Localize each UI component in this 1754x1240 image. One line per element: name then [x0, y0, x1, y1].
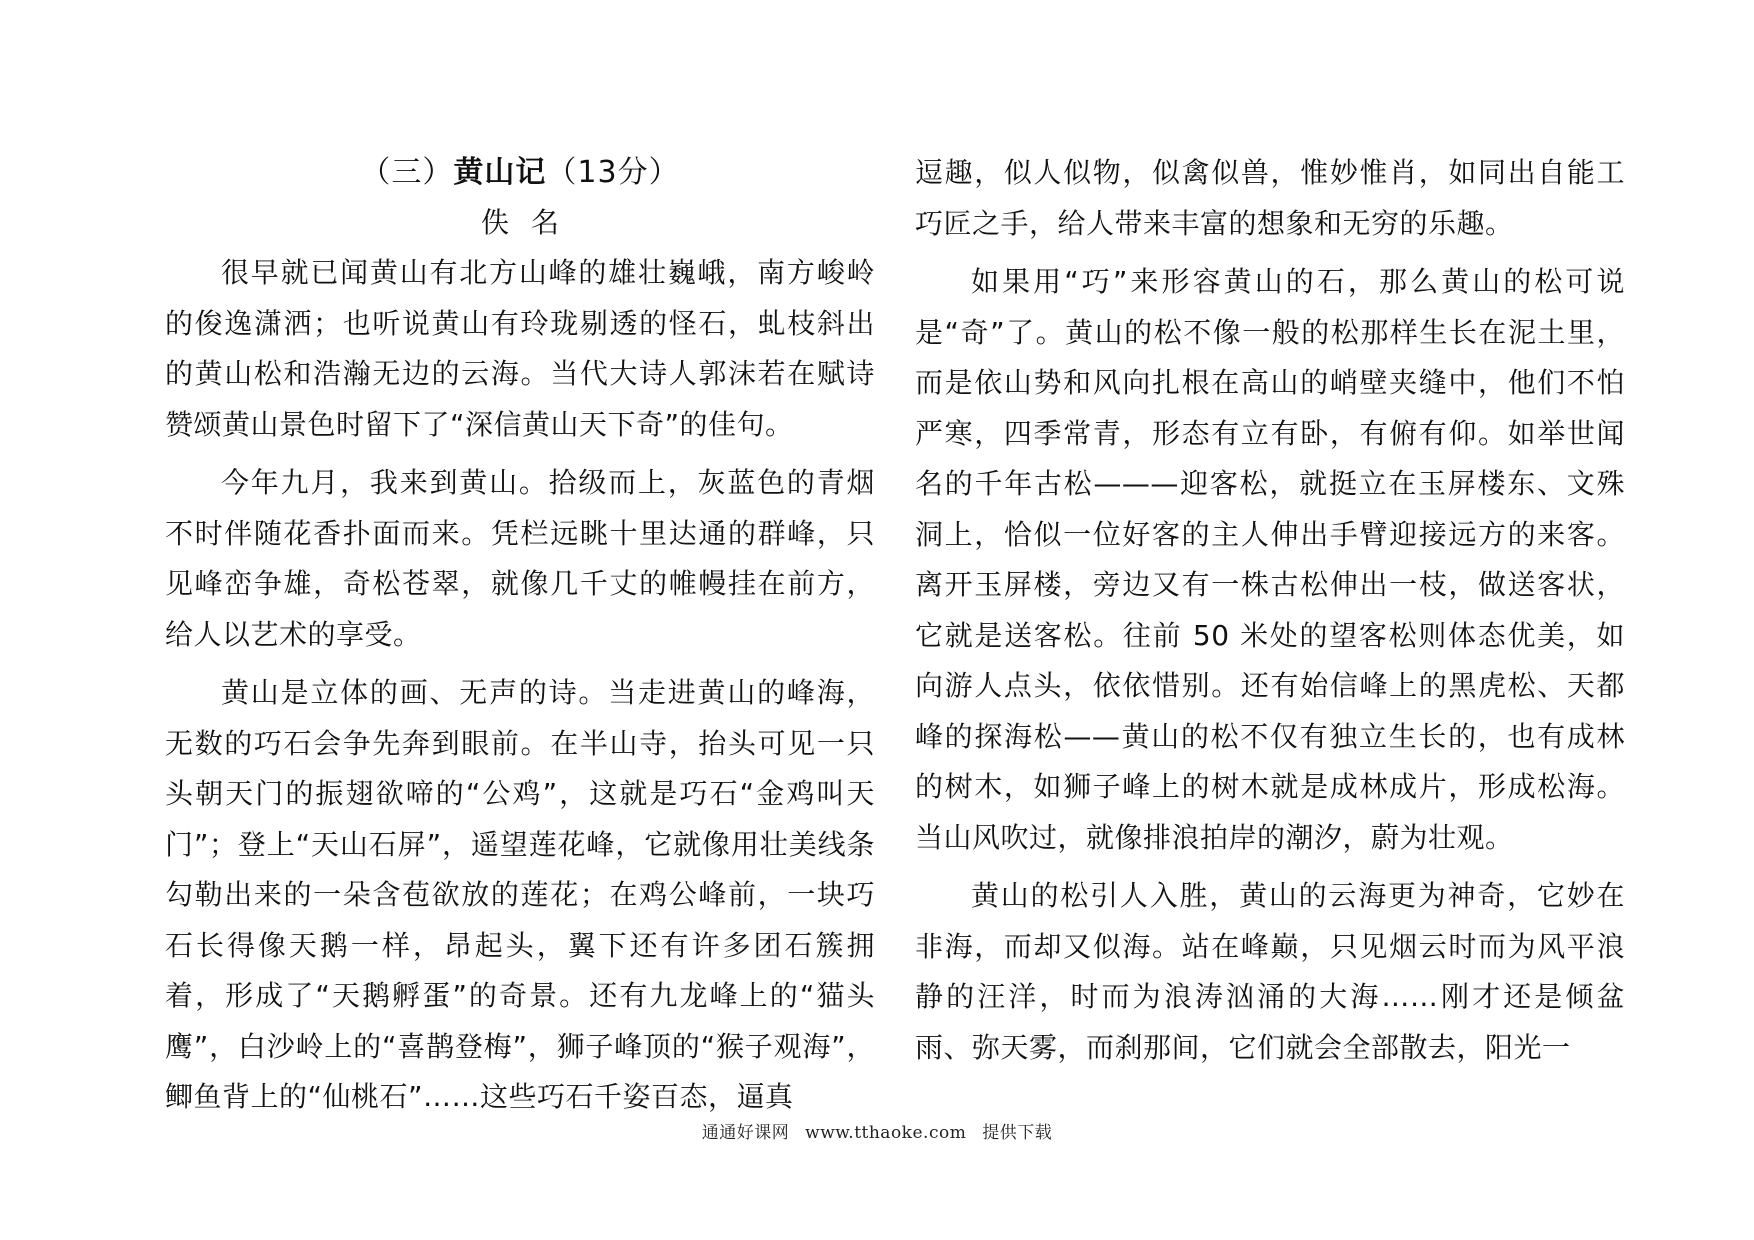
- right-column: [915, 148, 1625, 1073]
- paragraph: 今年九月，我来到黄山。拾级而上，灰蓝色的青烟不时伴随花香扑面而来。凭栏远眺十里达通的群峰，只见峰峦争雄，奇松苍翠，就像几千丈的帷幔挂在前方，给人以艺术的享受。: [165, 466, 875, 651]
- left-column: [165, 148, 875, 1123]
- title-main: 黄山记: [453, 155, 547, 190]
- paragraph: 很早就已闻黄山有北方山峰的雄壮巍峨，南方峻岭的俊逸潇洒；也听说黄山有玲珑剔透的怪石，虬枝斜出的黄山松和浩瀚无边的云海。当代大诗人郭沫若在赋诗赞颂黄山景色时留下了“深信黄山天下奇”的佳句。: [165, 256, 875, 441]
- paragraph: 黄山是立体的画、无声的诗。当走进黄山的峰海，无数的巧石会争先奔到眼前。在半山寺，抬头可见一只头朝天门的振翅欲啼的“公鸡”，这就是巧石“金鸡叫天门”；登上“天山石屏”，遥望莲花峰，它就像用壮美线条勾勒出来的一朵含苞欲放的莲花；在鸡公峰前，一块巧石长得像天鹅一样，昂起头，翼下还有许多团石簇拥着，形成了“天鹅孵蛋”的奇景。还有九龙峰上的“猫头鹰”，白沙岭上的“喜鹊登梅”，狮子峰顶的“猴子观海”，鲫鱼背上的“仙桃石”……这些巧石千姿百态，逼真: [165, 676, 875, 1113]
- footer-note: 提供下载: [982, 1123, 1053, 1143]
- paragraph: 如果用“巧”来形容黄山的石，那么黄山的松可说是“奇”了。黄山的松不像一般的松那样生长在泥土里，而是依山势和风向扎根在高山的峭壁夹缝中，他们不怕严寒，四季常青，形态有立有卧，有俯有仰。如举世闻名的千年古松———迎客松，就挺立在玉屏楼东、文殊洞上，恰似一位好客的主人伸出手臂迎接远方的来客。离开玉屏楼，旁边又有一株古松伸出一枝，做送客状，它就是送客松。往前 50 米处的望客松则体态优美，如向游人点头，依依惜别。还有始信峰上的黑虎松、天都峰的探海松——黄山的松不仅有独立生长的，也有成林的树木，如狮子峰上的树木就是成林成片，形成松海。当山风吹过，就像排浪拍岸的潮汐，蔚为壮观。: [915, 265, 1625, 854]
- title-score: （13分）: [546, 155, 680, 190]
- article-author: 佚名: [480, 206, 581, 239]
- paragraph-continued: 逗趣，似人似物，似禽似兽，惟妙惟肖，如同出自能工巧匠之手，给人带来丰富的想象和无穷的乐趣。: [915, 156, 1625, 240]
- title-prefix: （三）: [360, 155, 454, 190]
- page-footer: [0, 1118, 1754, 1143]
- article-title: [165, 148, 875, 198]
- footer-site-name: 通通好课网: [701, 1123, 790, 1143]
- footer-url: www.tthaoke.com: [805, 1123, 967, 1143]
- paragraph: 黄山的松引人入胜，黄山的云海更为神奇，它妙在非海，而却又似海。站在峰巅，只见烟云时而为风平浪静的汪洋，时而为浪涛汹涌的大海……刚才还是倾盆雨、弥天雾，而刹那间，它们就会全部散去，阳光一: [915, 879, 1625, 1064]
